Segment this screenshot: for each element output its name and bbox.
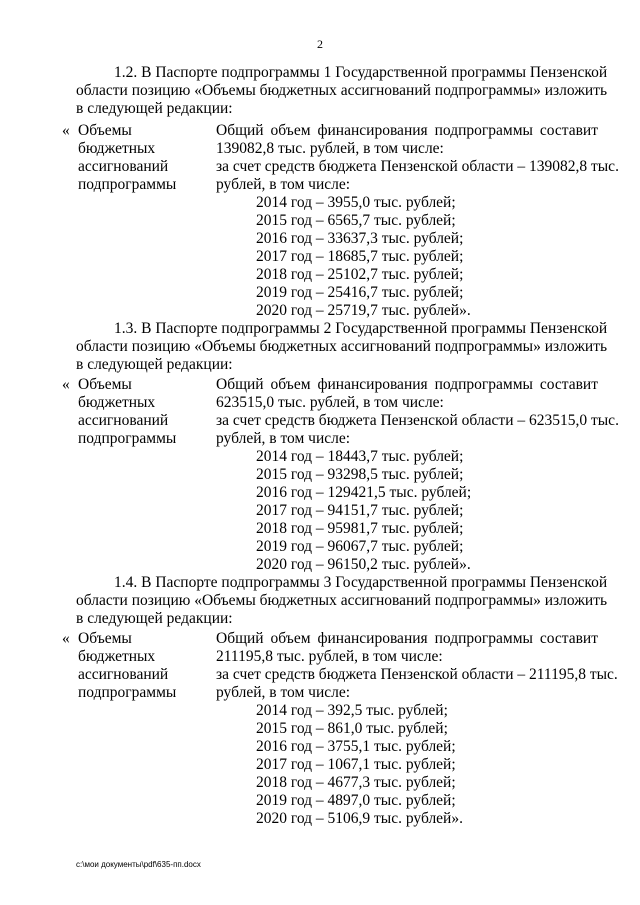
year-item: 2015 год – 93298,5 тыс. рублей; <box>256 466 464 483</box>
body-line: за счет средств бюджета Пензенской области – 139082,8 тыс. <box>216 158 619 175</box>
year-item: 2017 год – 1067,1 тыс. рублей; <box>256 756 456 773</box>
year-item: 2016 год – 3755,1 тыс. рублей; <box>256 738 456 755</box>
year-item: 2015 год – 6565,7 тыс. рублей; <box>256 212 456 229</box>
section-intro <box>76 320 608 374</box>
section-intro <box>76 64 608 118</box>
body-line: рублей, в том числе: <box>216 430 351 447</box>
year-item: 2018 год – 4677,3 тыс. рублей; <box>256 774 456 791</box>
body-line: Общий объем финансирования подпрограммы составит <box>216 376 598 393</box>
intro-line: в следующей редакции: <box>76 356 233 373</box>
label-line: бюджетных <box>78 648 156 665</box>
open-quote: « <box>62 122 70 139</box>
section-intro <box>76 574 608 628</box>
year-item: 2020 год – 96150,2 тыс. рублей». <box>256 556 471 573</box>
year-item: 2016 год – 129421,5 тыс. рублей; <box>256 484 472 501</box>
label-line: ассигнований <box>78 158 169 175</box>
row-body <box>216 376 619 448</box>
label-line: ассигнований <box>78 412 169 429</box>
year-item: 2019 год – 25416,7 тыс. рублей; <box>256 284 464 301</box>
intro-line: 1.2. В Паспорте подпрограммы 1 Государственной программы Пензенской <box>114 64 608 81</box>
year-item: 2016 год – 33637,3 тыс. рублей; <box>256 230 464 247</box>
intro-line: 1.3. В Паспорте подпрограммы 2 Государственной программы Пензенской <box>114 320 608 337</box>
year-list <box>256 194 471 320</box>
body-line: Общий объем финансирования подпрограммы составит <box>216 630 598 647</box>
year-item: 2019 год – 96067,7 тыс. рублей; <box>256 538 464 555</box>
year-item: 2014 год – 3955,0 тыс. рублей; <box>256 194 456 211</box>
label-line: бюджетных <box>78 394 156 411</box>
label-line: Объемы <box>78 376 132 393</box>
year-list <box>256 702 463 828</box>
intro-line: области позицию «Объемы бюджетных ассигнований подпрограммы» изложить <box>76 82 608 99</box>
row-label <box>78 122 208 194</box>
body-line: 211195,8 тыс. рублей, в том числе: <box>216 648 443 665</box>
label-line: ассигнований <box>78 666 169 683</box>
file-path-footer: c:\мои документы\pdf\635-пп.docx <box>76 860 201 869</box>
year-item: 2017 год – 18685,7 тыс. рублей; <box>256 248 464 265</box>
year-item: 2014 год – 392,5 тыс. рублей; <box>256 702 448 719</box>
year-item: 2020 год – 5106,9 тыс. рублей». <box>256 810 463 827</box>
year-item: 2018 год – 25102,7 тыс. рублей; <box>256 266 464 283</box>
year-item: 2019 год – 4897,0 тыс. рублей; <box>256 792 456 809</box>
label-line: Объемы <box>78 630 132 647</box>
year-item: 2017 год – 94151,7 тыс. рублей; <box>256 502 464 519</box>
open-quote: « <box>62 376 70 393</box>
row-body <box>216 630 618 702</box>
row-label <box>78 630 208 702</box>
body-line: 139082,8 тыс. рублей, в том числе: <box>216 140 444 157</box>
body-line: за счет средств бюджета Пензенской области – 623515,0 тыс. <box>216 412 619 429</box>
row-label <box>78 376 208 448</box>
label-line: Объемы <box>78 122 132 139</box>
year-list <box>256 448 471 574</box>
intro-line: в следующей редакции: <box>76 100 233 117</box>
body-line: рублей, в том числе: <box>216 684 351 701</box>
body-line: рублей, в том числе: <box>216 176 351 193</box>
year-item: 2018 год – 95981,7 тыс. рублей; <box>256 520 464 537</box>
page-number: 2 <box>317 37 323 51</box>
body-line: Общий объем финансирования подпрограммы составит <box>216 122 598 139</box>
intro-line: области позицию «Объемы бюджетных ассигнований подпрограммы» изложить <box>76 338 608 355</box>
intro-line: области позицию «Объемы бюджетных ассигнований подпрограммы» изложить <box>76 592 608 609</box>
year-item: 2020 год – 25719,7 тыс. рублей». <box>256 302 471 319</box>
year-item: 2015 год – 861,0 тыс. рублей; <box>256 720 448 737</box>
intro-line: 1.4. В Паспорте подпрограммы 3 Государственной программы Пензенской <box>114 574 608 591</box>
body-line: за счет средств бюджета Пензенской области – 211195,8 тыс. <box>216 666 618 683</box>
label-line: подпрограммы <box>78 430 177 447</box>
open-quote: « <box>62 630 70 647</box>
label-line: бюджетных <box>78 140 156 157</box>
body-line: 623515,0 тыс. рублей, в том числе: <box>216 394 444 411</box>
row-body <box>216 122 619 194</box>
intro-line: в следующей редакции: <box>76 610 233 627</box>
label-line: подпрограммы <box>78 176 177 193</box>
label-line: подпрограммы <box>78 684 177 701</box>
year-item: 2014 год – 18443,7 тыс. рублей; <box>256 448 464 465</box>
